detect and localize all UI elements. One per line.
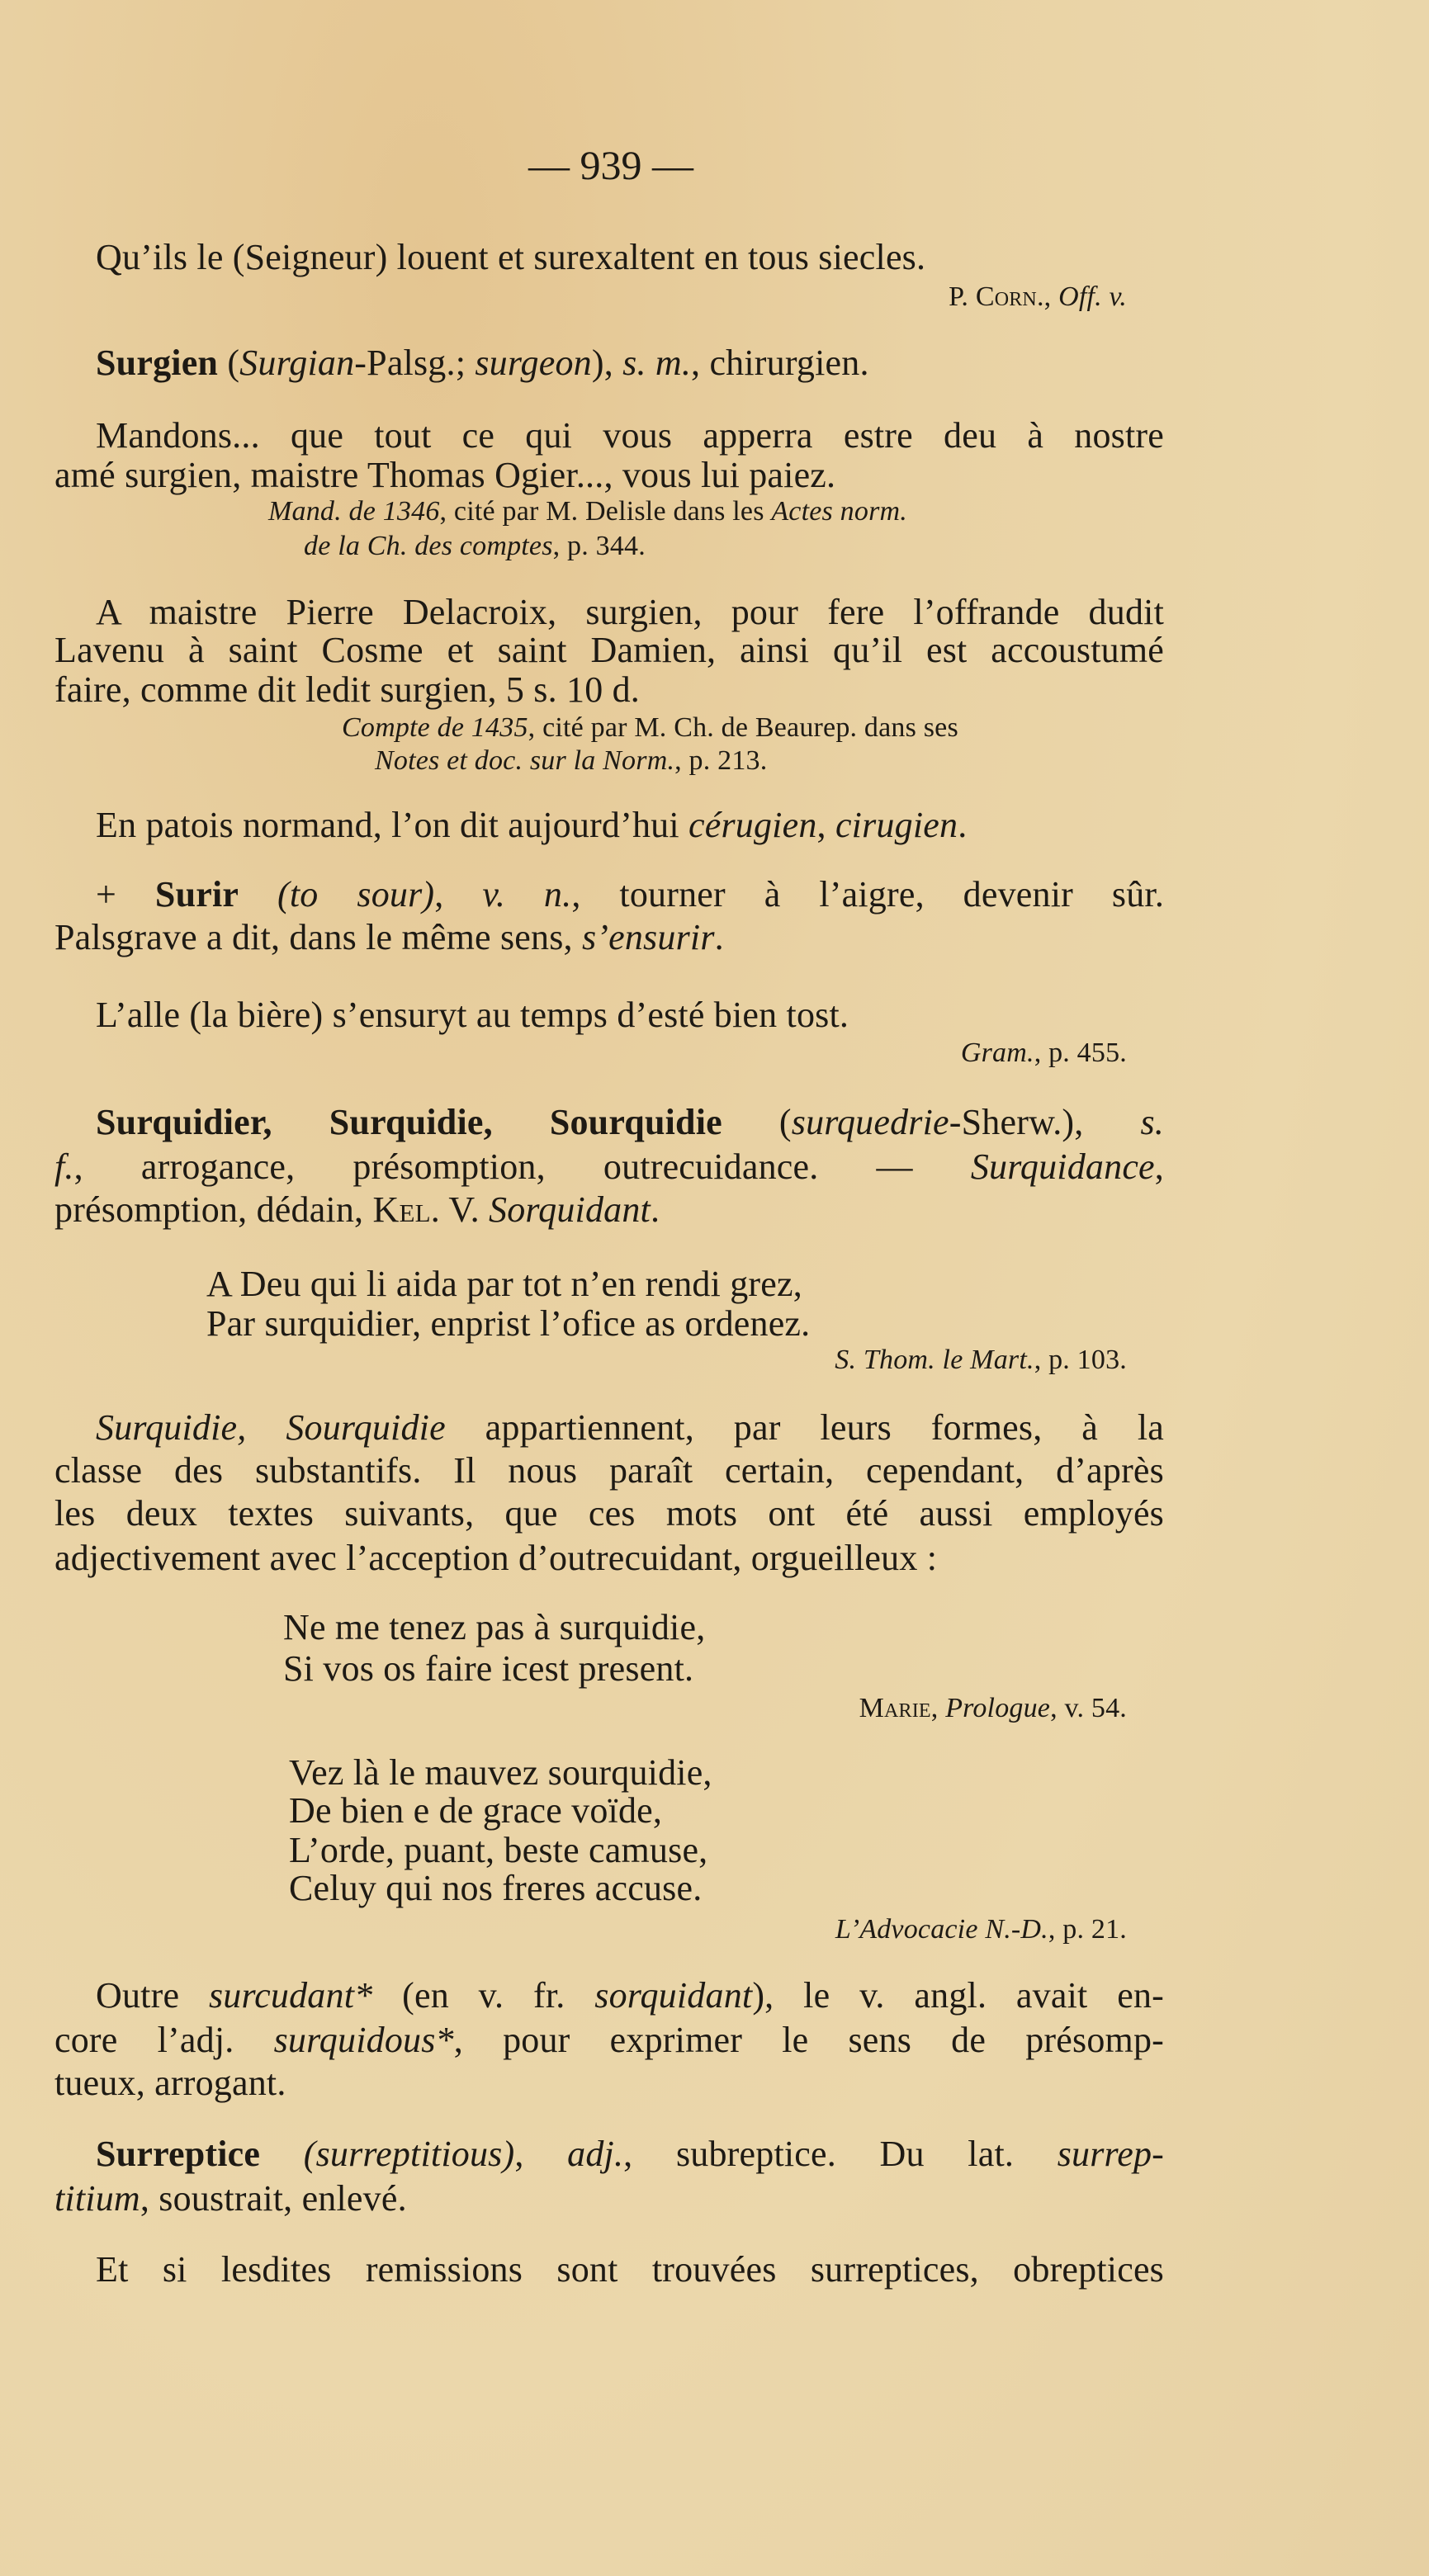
word-form: surcudant*	[208, 1975, 373, 2016]
verse-line: Ne me tenez pas à surquidie,	[283, 1607, 706, 1647]
dialect-form: cirugien	[835, 805, 958, 845]
citation-work: Compte de 1435	[342, 712, 528, 743]
verse-line: Si vos os faire icest present.	[283, 1648, 694, 1689]
part-of-speech: s.	[1140, 1102, 1164, 1142]
verse-line: Celuy qui nos freres accuse.	[289, 1868, 703, 1908]
quote-line: amé surgien, maistre Thomas Ogier..., vous lui paiez.	[54, 455, 836, 495]
note-text: En patois normand, l’on dit aujourd’hui	[96, 805, 688, 845]
separator: ,	[930, 1693, 946, 1723]
citation-work: Gram.	[960, 1037, 1034, 1068]
punctuation: ,	[1154, 1146, 1164, 1187]
citation	[835, 1913, 1127, 1946]
verse-line: A Deu qui li aida par tot n’en rendi grez,	[206, 1264, 802, 1304]
punctuation: .	[714, 917, 724, 957]
quote-line: L’alle (la bière) s’ensuryt au temps d’esté bien tost.	[96, 995, 849, 1035]
citation-text: , v. 54.	[1050, 1693, 1127, 1723]
entry-surquidier: Surquidier, Surquidie, Sourquidie (surquedrie-Sherw.), s.	[96, 1102, 1164, 1142]
definition: , arrogance, présomption, outrecuidance. —	[73, 1146, 971, 1187]
page-number: — 939 —	[528, 142, 693, 188]
citation	[375, 744, 767, 778]
etym-paren: ),	[591, 343, 623, 383]
citation	[342, 711, 958, 744]
etym-italic: surgeon	[475, 343, 592, 383]
etymology-note-line: tueux, arrogant.	[54, 2063, 286, 2103]
source-abbrev: Kel.	[372, 1189, 440, 1230]
separator: ,	[816, 805, 835, 845]
etym-italic: Surgian	[239, 343, 355, 383]
citation-author: Marie	[859, 1693, 931, 1723]
citation-text: , p. 344.	[552, 531, 646, 561]
citation-work: L’Advocacie N.-D.	[835, 1914, 1048, 1945]
etymology: (surreptitious)	[303, 2134, 515, 2174]
part-of-speech: adj.	[567, 2134, 624, 2174]
citation	[835, 1344, 1127, 1377]
see-also: V.	[439, 1189, 490, 1230]
quote-line: Lavenu à saint Cosme et saint Damien, ainsi qu’il est accoustumé	[54, 630, 1164, 670]
patois-note	[96, 804, 967, 847]
entry-surir: + Surir (to sour), v. n., tourner à l’aigre, devenir sûr.	[96, 874, 1165, 915]
citation-text: , p. 103.	[1034, 1345, 1127, 1375]
word-forms: Surquidie, Sourquidie	[96, 1407, 446, 1448]
entry-surquidier-line3	[54, 1189, 660, 1231]
commentary-line	[96, 1406, 1164, 1449]
citation	[859, 1692, 1127, 1725]
punctuation: .	[958, 805, 968, 845]
definition: , soustrait, enlevé.	[140, 2178, 407, 2219]
citation-work: Prologue	[945, 1693, 1051, 1723]
etymology-note-line	[54, 2019, 1164, 2062]
word-form: surquidous*	[273, 2020, 454, 2060]
citation: P. Corn., Off. v.	[949, 281, 1127, 312]
note-text: (en v. fr.	[372, 1975, 595, 2016]
headword: Surquidier, Surquidie, Sourquidie	[96, 1102, 722, 1142]
etym-source: -Palsg.;	[354, 343, 476, 383]
citation-work: Mand. de 1346	[268, 496, 440, 527]
citation	[961, 1037, 1127, 1070]
citation-work: Off. v.	[1058, 281, 1127, 312]
commentary-text: appartiennent, par leurs formes, à la	[445, 1407, 1164, 1448]
headword: Surir	[154, 874, 239, 915]
note-text: Outre	[96, 1975, 209, 2016]
definition: , tourner à l’aigre, devenir sûr.	[571, 874, 1165, 915]
note-text: ), le v. angl. avait en-	[752, 1975, 1165, 2016]
quote-line: Et si lesdites remissions sont trouvées surreptices, obreptices	[96, 2249, 1164, 2290]
citation-text: , cité par M. Delisle dans les	[439, 496, 772, 527]
citation-text: , cité par M. Ch. de Beaurep. dans ses	[528, 712, 958, 743]
verse-line: Vez là le mauvez sourquidie,	[289, 1752, 712, 1793]
citation-work: S. Thom. le Mart.	[835, 1345, 1034, 1375]
entry-surquidier-line2	[54, 1146, 1164, 1189]
etymology: (to sour)	[277, 874, 435, 915]
entry-surreptice: Surreptice (surreptitious), adj., subreptice. Du lat. surrep-	[96, 2134, 1165, 2174]
part-of-speech: s. m.	[622, 343, 692, 383]
commentary-line: classe des substantifs. Il nous paraît certain, cependant, d’après	[54, 1450, 1164, 1491]
definition: , subreptice. Du lat.	[623, 2134, 1058, 2174]
entry-surgien	[96, 342, 869, 385]
etym-source: -Sherw.	[949, 1102, 1062, 1142]
etymology: surquedrie	[791, 1102, 949, 1142]
etym-paren: (	[227, 343, 240, 383]
commentary-line: adjectivement avec l’acception d’outrecuidant, orgueilleux :	[54, 1538, 938, 1578]
citation	[268, 495, 907, 528]
verse-line: De bien e de grace voïde,	[289, 1790, 663, 1831]
commentary-line: les deux textes suivants, que ces mots ont été aussi employés	[54, 1493, 1164, 1534]
verse-line: Par surquidier, enprist l’ofice as ordenez.	[206, 1303, 811, 1344]
punctuation: .	[650, 1189, 660, 1230]
note-text: Palsgrave a dit, dans le même sens,	[54, 917, 582, 957]
dialect-form: cérugien	[688, 805, 817, 845]
citation-text: , p. 21.	[1048, 1914, 1127, 1945]
variant-form: s’ensurir	[581, 917, 715, 957]
note-text: core l’adj.	[54, 2020, 274, 2060]
citation-work: de la Ch. des comptes	[304, 531, 553, 561]
quote-line: Qu’ils le (Seigneur) louent et surexaltent en tous siecles.	[96, 237, 926, 277]
entry-surir-line2	[54, 916, 724, 959]
part-of-speech: f.	[54, 1146, 74, 1187]
etymology-note-line	[96, 1974, 1164, 2017]
citation-work: Notes et doc. sur la Norm.	[375, 745, 675, 776]
related-form: Surquidance	[970, 1146, 1155, 1187]
citation-text: , p. 455.	[1034, 1037, 1127, 1068]
word-form: sorquidant	[594, 1975, 753, 2016]
note-text: , pour exprimer le sens de présomp-	[453, 2020, 1164, 2060]
citation-author: P. Corn.	[949, 281, 1044, 312]
definition: , chirurgien.	[691, 343, 869, 383]
citation-work: Actes norm.	[771, 496, 907, 527]
quote-line: Mandons... que tout ce qui vous apperra estre deu à nostre	[96, 415, 1164, 456]
definition: présomption, dédain,	[54, 1189, 373, 1230]
verse-line: L’orde, puant, beste camuse,	[289, 1830, 708, 1870]
citation	[304, 530, 646, 563]
headword: Surgien	[96, 343, 219, 383]
latin-form: titium	[54, 2178, 140, 2219]
entry-surreptice-line2	[54, 2177, 407, 2220]
quote-line: faire, comme dit ledit surgien, 5 s. 10 d.	[54, 669, 641, 710]
cross-reference: Sorquidant	[489, 1189, 651, 1230]
headword: Surreptice	[96, 2134, 261, 2174]
cross-mark: +	[96, 874, 117, 915]
part-of-speech: v. n.	[482, 874, 572, 915]
latin-form: surrep-	[1057, 2134, 1165, 2174]
quote-line: A maistre Pierre Delacroix, surgien, pour fere l’offrande dudit	[96, 592, 1164, 632]
citation-text: , p. 213.	[674, 745, 768, 776]
